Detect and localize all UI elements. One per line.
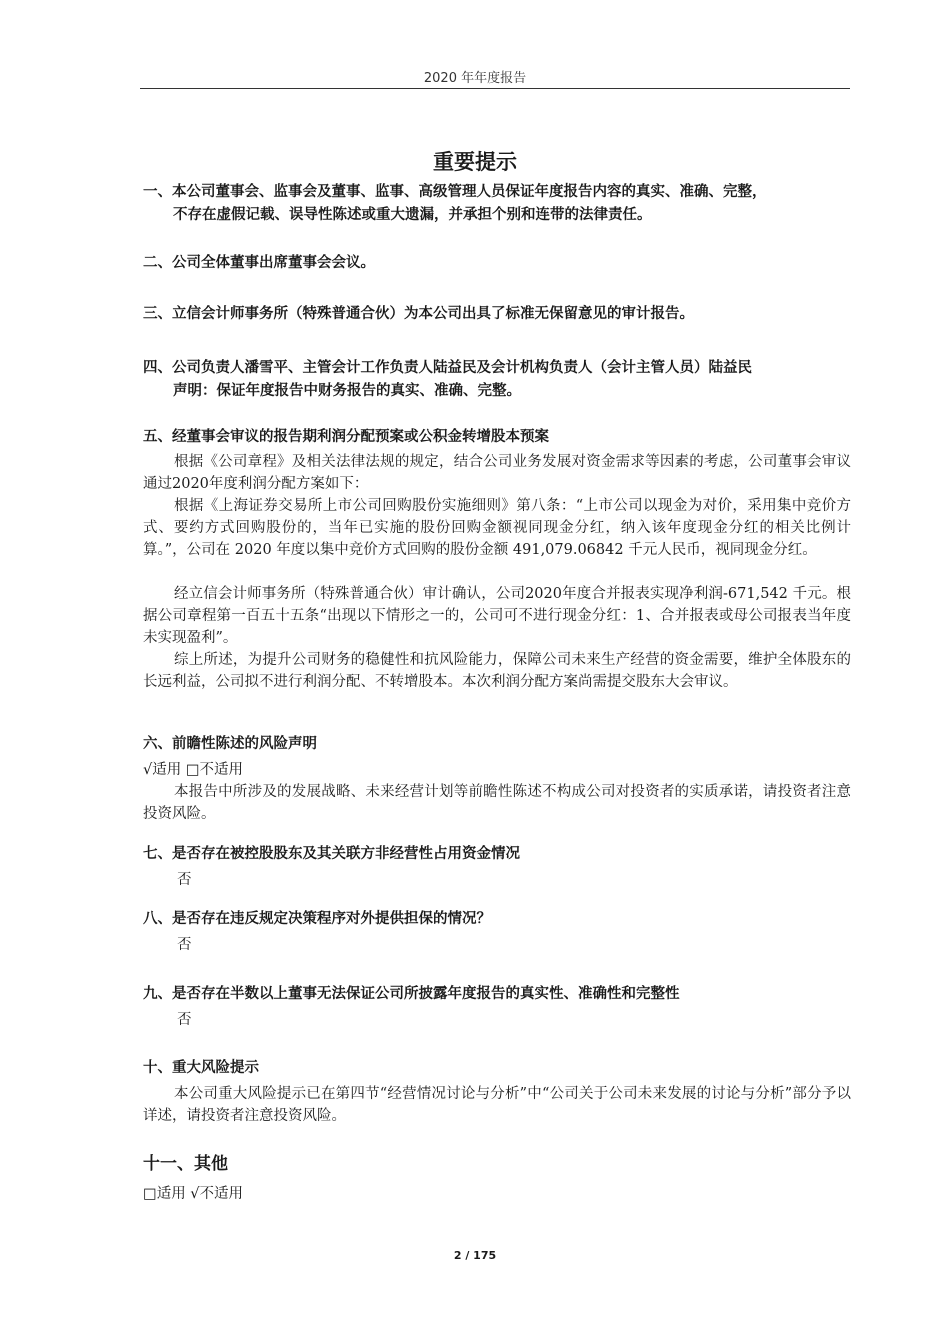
page-number: 2 / 175 xyxy=(453,1249,497,1262)
section-6-heading: 六、前瞻性陈述的风险声明 xyxy=(143,736,317,752)
section-5-heading: 五、经董事会审议的报告期利润分配预案或公积金转增股本预案 xyxy=(143,429,549,445)
page-header-title: 2020 年年度报告 xyxy=(423,71,527,86)
section-5-paragraph-1: 根据《公司章程》及相关法律法规的规定，结合公司业务发展对资金需求等因素的考虑，公司董事会审议通过2020年度利润分配方案如下： xyxy=(143,454,851,492)
section-2: 二、公司全体董事出席董事会会议。 xyxy=(143,255,375,271)
section-9-answer: 否 xyxy=(177,1012,192,1028)
section-4-line-1: 四、公司负责人潘雪平、主管会计工作负责人陆益民及会计机构负责人（会计主管人员）陆益民 xyxy=(143,360,752,376)
section-6-applicability: √适用 □不适用 xyxy=(143,762,244,778)
section-5-paragraph-4: 综上所述，为提升公司财务的稳健性和抗风险能力，保障公司未来生产经营的资金需要，维护全体股东的长远利益，公司拟不进行利润分配、不转增股本。本次利润分配方案尚需提交股东大会审议。 xyxy=(143,652,851,690)
section-3: 三、立信会计师事务所（特殊普通合伙）为本公司出具了标准无保留意见的审计报告。 xyxy=(143,306,694,322)
section-1 xyxy=(143,181,851,227)
section-7-answer: 否 xyxy=(177,872,192,888)
section-10-heading: 十、重大风险提示 xyxy=(143,1060,259,1076)
section-10-paragraph: 本公司重大风险提示已在第四节“经营情况讨论与分析”中“公司关于公司未来发展的讨论与分析”部分予以详述，请投资者注意投资风险。 xyxy=(143,1086,851,1124)
section-1-line-1: 一、本公司董事会、监事会及董事、监事、高级管理人员保证年度报告内容的真实、准确、完整， xyxy=(143,184,767,200)
section-7-heading: 七、是否存在被控股股东及其关联方非经营性占用资金情况 xyxy=(143,846,520,862)
header-divider xyxy=(140,88,850,89)
section-8-heading: 八、是否存在违反规定决策程序对外提供担保的情况？ xyxy=(143,911,491,927)
section-5-paragraph-2: 根据《上海证券交易所上市公司回购股份实施细则》第八条：“上市公司以现金为对价，采用集中竞价方式、要约方式回购股份的，当年已实施的股份回购金额视同现金分红，纳入该年度现金分红的相关比例计算。”，公司在 2020 年度以集中竞价方式回购的股份金额 491,079.06842 千元人民币，视同现金分红。 xyxy=(143,498,851,558)
section-11-heading: 十一、其他 xyxy=(143,1154,228,1174)
section-11-applicability: □适用 √不适用 xyxy=(143,1186,244,1202)
section-8-answer: 否 xyxy=(177,937,192,953)
section-5-paragraph-3: 经立信会计师事务所（特殊普通合伙）审计确认，公司2020年度合并报表实现净利润-671,542 千元。根据公司章程第一百五十五条“出现以下情形之一的，公司可不进行现金分红：1、合并报表或母公司报表当年度未实现盈利”。 xyxy=(143,586,851,646)
section-4 xyxy=(143,357,851,403)
section-9-heading: 九、是否存在半数以上董事无法保证公司所披露年度报告的真实性、准确性和完整性 xyxy=(143,986,680,1002)
section-6-paragraph: 本报告中所涉及的发展战略、未来经营计划等前瞻性陈述不构成公司对投资者的实质承诺，请投资者注意投资风险。 xyxy=(143,784,851,822)
section-1-line-2: 不存在虚假记载、误导性陈述或重大遗漏，并承担个别和连带的法律责任。 xyxy=(173,207,652,223)
section-4-line-2: 声明：保证年度报告中财务报告的真实、准确、完整。 xyxy=(173,383,521,399)
page-title: 重要提示 xyxy=(433,150,517,174)
